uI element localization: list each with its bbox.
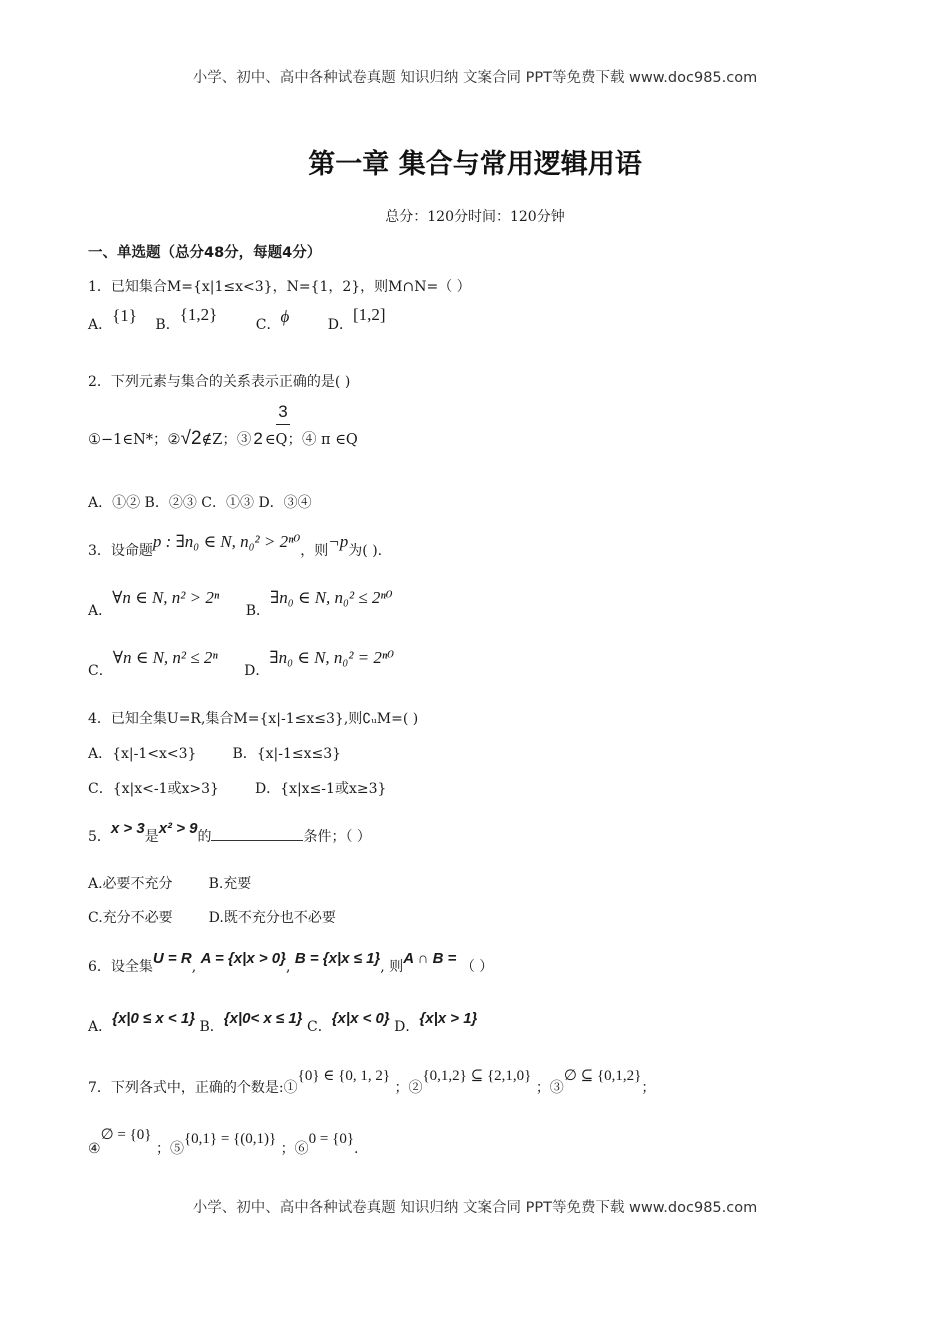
q4-row-2: [88, 778, 386, 798]
q6-option-a: {x|0 ≤ x < 1}: [112, 1010, 196, 1027]
q7-expr-5: {0,1} = {(0,1)}: [183, 1131, 277, 1147]
q3-row-2: [88, 648, 395, 680]
q2-fraction-denominator: 2: [253, 429, 263, 448]
q3-prefix: 3．设命题: [88, 543, 153, 559]
q2-sqrt: √2: [180, 428, 202, 449]
q7-sep-3: ；③: [535, 1080, 564, 1096]
q2-fraction-bar: [276, 424, 290, 425]
q7-sep-5: ；⑤: [155, 1141, 184, 1157]
q6-label-d: D．: [394, 1019, 420, 1035]
q3-mid: ，则: [300, 543, 329, 559]
question-3-stem: [88, 532, 383, 560]
q6-options: [88, 1010, 478, 1036]
q5-option-c: C.充分不必要: [88, 910, 173, 926]
q5-option-b: B.充要: [208, 876, 252, 892]
q6-label-c: C．: [306, 1019, 332, 1035]
q6-set-b: B = {x|x ≤ 1}: [294, 950, 381, 967]
q5-tail: 条件；（ ）: [303, 829, 371, 845]
q5-of: 的: [197, 829, 212, 845]
q3-row-1: [88, 588, 393, 620]
section-heading: 一、单选题（总分48分，每题4分）: [88, 245, 322, 261]
q7-expr-6: 0 = {0}: [308, 1131, 355, 1147]
q6-expression: A ∩ B =: [403, 950, 457, 967]
q5-row-2: [88, 907, 336, 927]
question-7-line-2: [88, 1127, 359, 1158]
question-2-options: A．①② B．②③ C．①③ D．③④: [88, 495, 312, 511]
q1-option-c: ϕ: [280, 307, 290, 326]
q5-number: 5．: [88, 829, 111, 845]
q5-option-a: A.必要不充分: [88, 876, 173, 892]
q2-fraction-numerator: 3: [278, 402, 288, 421]
q6-option-b: {x|0< x ≤ 1}: [223, 1010, 303, 1027]
q7-expr-1: {0} ∈ {0, 1, 2}: [297, 1068, 391, 1084]
q3-label-c: C．: [88, 663, 113, 679]
q4-option-b: B．{x|-1≤x≤3}: [232, 746, 342, 762]
q3-suffix: 为( ).: [348, 543, 383, 559]
q1-option-a: {1}: [112, 306, 137, 325]
q6-universal-set: U = R: [152, 950, 192, 967]
q6-option-d: {x|x > 1}: [419, 1010, 478, 1027]
question-1-stem: 1．已知集合M={x|1≤x<3}，N={1，2}，则M∩N=（ ）: [88, 279, 471, 295]
q6-prefix: 6．设全集: [88, 959, 153, 975]
q7-expr-4: ∅ = {0}: [100, 1127, 152, 1143]
q1-option-d: [1,2]: [352, 305, 386, 324]
q1-label-a: A．: [88, 317, 113, 333]
q6-label-a: A．: [88, 1019, 113, 1035]
q1-label-c: C．: [255, 317, 281, 333]
q4-option-d: D．{x|x≤-1或x≥3}: [254, 781, 387, 797]
q5-is: 是: [144, 829, 159, 845]
q6-option-c: {x|x < 0}: [331, 1010, 390, 1027]
q7-expr-2: {0,1,2} ⊆ {2,1,0}: [422, 1068, 532, 1084]
q5-row-1: [88, 873, 251, 893]
question-2-stem: 2．下列元素与集合的关系表示正确的是( ): [88, 374, 351, 390]
q3-label-d: D．: [244, 663, 270, 679]
q7-expr-3: ∅ ⊆ {0,1,2}: [563, 1068, 642, 1084]
q1-label-d: D．: [327, 317, 353, 333]
q6-set-a: A = {x|x > 0}: [200, 950, 286, 967]
q4-option-c: C．{x|x<-1或x>3}: [88, 781, 219, 797]
question-4-stem: 4．已知全集U=R,集合M={x|-1≤x≤3},则∁ᵤM=( ): [88, 711, 419, 727]
question-2-items: [88, 428, 358, 450]
q3-option-d: ∃n₀ ∈ N, n₀² = 2ⁿ⁰: [269, 648, 395, 667]
q6-label-b: B．: [199, 1019, 224, 1035]
page-title: 第一章 集合与常用逻辑用语: [308, 149, 642, 180]
q3-label-b: B．: [245, 603, 270, 619]
q7-sep-4: ④: [88, 1141, 101, 1157]
q3-label-a: A．: [88, 603, 113, 619]
question-1-options: [88, 305, 386, 334]
q1-option-b: {1,2}: [179, 305, 218, 324]
q5-option-d: D.既不充分也不必要: [208, 910, 336, 926]
q6-paren: （ ）: [460, 959, 494, 975]
q3-option-b: ∃n₀ ∈ N, n₀² ≤ 2ⁿ⁰: [269, 588, 393, 607]
header-banner: 小学、初中、高中各种试卷真题 知识归纳 文案合同 PPT等免费下载 www.doc985.com: [192, 70, 758, 86]
q7-end: .: [354, 1141, 359, 1157]
q7-sep-2: ；②: [394, 1080, 423, 1096]
q2-fraction: [276, 402, 290, 425]
q6-then: 则: [389, 959, 404, 975]
q3-proposition: p : ∃n₀ ∈ N, n₀² > 2ⁿ⁰: [152, 532, 301, 551]
q1-label-b: B．: [155, 317, 180, 333]
q3-option-a: ∀n ∈ N, n² > 2ⁿ: [112, 588, 220, 607]
q7-sep-6: ；⑥: [280, 1141, 309, 1157]
q3-negation: ¬p: [328, 532, 349, 551]
q4-row-1: [88, 743, 341, 763]
q3-option-c: ∀n ∈ N, n² ≤ 2ⁿ: [112, 648, 218, 667]
q4-option-a: A．{x|-1<x<3}: [88, 746, 197, 762]
q2-item-1: ①−1∈N*；②: [88, 432, 181, 448]
q7-stem: 7．下列各式中，正确的个数是:①: [88, 1080, 298, 1096]
question-7-line-1: [88, 1068, 656, 1097]
q5-condition-2: x² > 9: [158, 820, 198, 837]
q2-item-2: ∉Z；③: [201, 432, 252, 448]
q5-condition-1: x > 3: [110, 820, 145, 837]
footer-banner: 小学、初中、高中各种试卷真题 知识归纳 文案合同 PPT等免费下载 www.doc985.com: [192, 1200, 758, 1216]
question-5-stem: [88, 820, 371, 846]
q2-item-3: ∈Q；④ π ∈Q: [264, 432, 358, 448]
exam-info: 总分：120分时间：120分钟: [385, 209, 565, 225]
question-6-stem: 6．设全集U = R, A = {x|x > 0}, B = {x|x ≤ 1}, 则A ∩ B = （ ）: [88, 950, 494, 975]
q5-answer-blank: [211, 826, 303, 841]
q7-sep-3-end: ；: [641, 1080, 656, 1096]
